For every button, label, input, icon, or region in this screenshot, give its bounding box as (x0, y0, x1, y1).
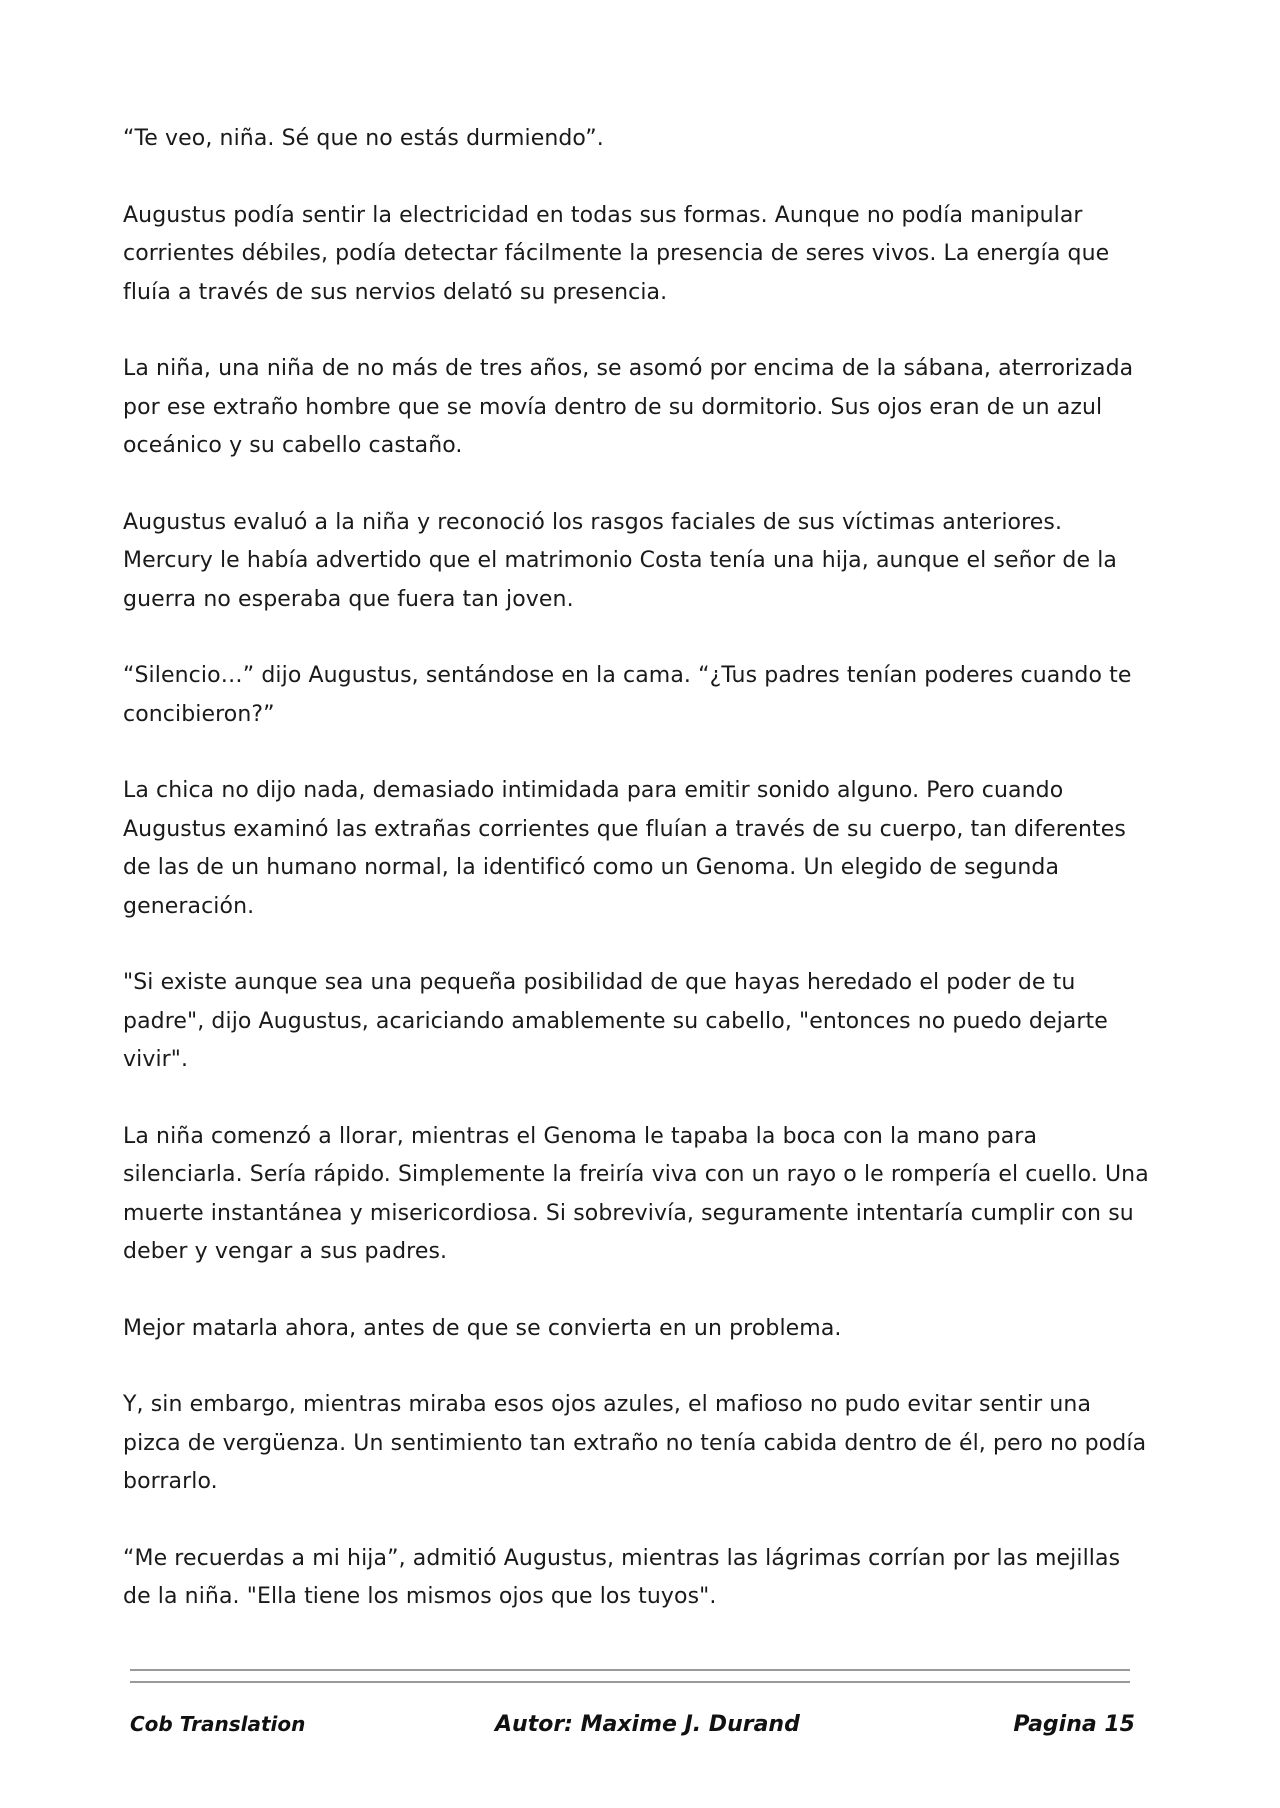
footer-translator: Cob Translation (130, 1712, 306, 1736)
body-text (123, 120, 1153, 1655)
paragraph: La niña, una niña de no más de tres años, se asomó por encima de la sábana, aterrorizada por ese extraño hombre que se movía dentro de su dormitorio. Sus ojos eran de un azul oceánico y su cabello castaño. (123, 356, 1134, 458)
paragraph: La niña comenzó a llorar, mientras el Genoma le tapaba la boca con la mano para silenciarla. Sería rápido. Simplemente la freiría viva con un rayo o le rompería el cuello. Una muerte instantánea y misericordiosa. Si sobrevivía, seguramente intentaría cumplir con su deber y vengar a sus padres. (123, 1123, 1149, 1264)
paragraph: Augustus podía sentir la electricidad en todas sus formas. Aunque no podía manipular corrientes débiles, podía detectar fácilmente la presencia de seres vivos. La energía que fluía a través de sus nervios delató su presencia. (123, 202, 1110, 305)
paragraph: Augustus evaluó a la niña y reconoció los rasgos faciales de sus víctimas anteriores. Mercury le había advertido que el matrimonio Costa tenía una hija, aunque el señor de la guerra no esperaba que fuera tan joven. (123, 509, 1118, 612)
paragraph: “Me recuerdas a mi hija”, admitió Augustus, mientras las lágrimas corrían por las mejillas de la niña. "Ella tiene los mismos ojos que los tuyos". (123, 1545, 1121, 1609)
page-footer (130, 1712, 1135, 1748)
paragraph: “Silencio…” dijo Augustus, sentándose en la cama. “¿Tus padres tenían poderes cuando te concibieron?” (123, 663, 1132, 727)
paragraph: “Te veo, niña. Sé que no estás durmiendo”. (123, 126, 604, 151)
footer-divider-top (130, 1669, 1130, 1671)
footer-page-number: Pagina 15 (1013, 1712, 1135, 1737)
footer-author: Autor: Maxime J. Durand (495, 1712, 800, 1737)
paragraph: "Si existe aunque sea una pequeña posibilidad de que hayas heredado el poder de tu padre", dijo Augustus, acariciando amablemente su cabello, "entonces no puedo dejarte vivir". (123, 970, 1108, 1072)
paragraph: Mejor matarla ahora, antes de que se convierta en un problema. (123, 1315, 842, 1341)
paragraph: Y, sin embargo, mientras miraba esos ojos azules, el mafioso no pudo evitar sentir una pizca de vergüenza. Un sentimiento tan extraño no tenía cabida dentro de él, pero no podía borrarlo. (123, 1392, 1147, 1494)
paragraph: La chica no dijo nada, demasiado intimidada para emitir sonido alguno. Pero cuando Augustus examinó las extrañas corrientes que fluían a través de su cuerpo, tan diferentes de las de un humano normal, la identificó como un Genoma. Un elegido de segunda generación. (123, 778, 1126, 919)
footer-divider-bottom (130, 1681, 1130, 1683)
